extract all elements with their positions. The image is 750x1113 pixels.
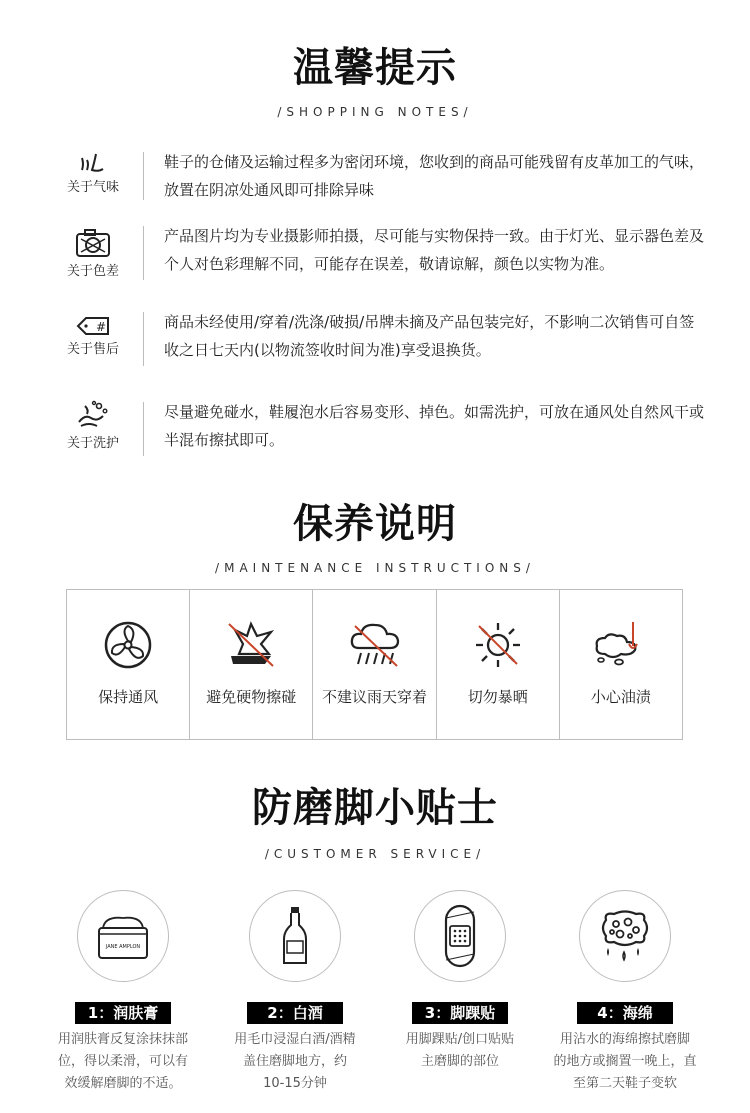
bottle-icon <box>280 905 310 967</box>
note-text: 产品图片均为专业摄影师拍摄，尽可能与实物保持一致。由于灯光、显示器色差及个人对色彩理解不同，可能存在误差，敬请谅解，颜色以实物为准。 <box>164 227 705 273</box>
maintenance-label: 不建议雨天穿着 <box>322 688 428 706</box>
notes-subtitle: /SHOPPING NOTES/ <box>277 105 473 119</box>
note-label: 关于洗护 <box>66 436 119 451</box>
tip-liquor <box>220 890 370 1095</box>
note-label: 关于气味 <box>66 180 119 195</box>
tip-cream <box>48 890 198 1095</box>
fan-icon <box>103 620 153 670</box>
tip-sponge <box>550 890 700 1095</box>
tips-subtitle: /CUSTOMER SERVICE/ <box>264 847 486 861</box>
note-text: 尽量避免碰水，鞋履泡水后容易变形、掉色。如需洗护，可放在通风处自然风干或半混布擦拭即可。 <box>164 403 705 449</box>
tip-label: 3：脚踝贴 <box>412 1002 508 1024</box>
tips-title: 防磨脚小贴士 <box>252 785 498 831</box>
oil-stain-icon <box>593 620 649 668</box>
notes-title: 温馨提示 <box>293 45 457 91</box>
maintenance-item <box>560 590 682 739</box>
maintenance-item <box>437 590 560 739</box>
note-label: 关于色差 <box>66 264 119 279</box>
sponge-icon <box>598 910 652 962</box>
maintenance-grid <box>66 589 683 740</box>
maintenance-label: 保持通风 <box>98 688 159 706</box>
note-text: 商品未经使用/穿着/洗涤/破损/吊牌未摘及产品包装完好，不影响二次销售可自签收之日七天内(以物流签收时间为准)享受退换货。 <box>164 313 695 359</box>
wash-icon <box>75 400 111 430</box>
svg-text:#: # <box>96 320 107 334</box>
camera-icon <box>75 228 111 258</box>
tip-desc: 用沾水的海绵擦拭磨脚 的地方或搁置一晚上，直 至第二天鞋子变软 <box>553 1032 697 1091</box>
bandage-icon <box>443 904 477 968</box>
tip-label: 1：润肤膏 <box>75 1002 171 1024</box>
note-label: 关于售后 <box>66 342 119 357</box>
no-sun-icon <box>473 620 523 670</box>
tip-desc: 用润肤膏反复涂抹抹部 位，得以柔滑，可以有 效缓解磨脚的不适。 <box>57 1032 188 1091</box>
tag-icon <box>76 316 110 336</box>
maintenance-label: 小心油渍 <box>590 688 651 706</box>
tip-bandage <box>385 890 535 1073</box>
maintenance-title: 保养说明 <box>293 501 457 547</box>
maintenance-subtitle: /MAINTENANCE INSTRUCTIONS/ <box>215 561 535 575</box>
smell-icon <box>76 150 110 174</box>
maintenance-label: 切勿暴晒 <box>467 688 528 706</box>
no-rain-icon <box>347 620 403 668</box>
note-text: 鞋子的仓储及运输过程多为密闭环境，您收到的商品可能残留有皮革加工的气味，放置在阴凉处通风即可排除异味 <box>164 153 705 199</box>
maintenance-item <box>67 590 190 739</box>
maintenance-label: 避免硬物擦碰 <box>206 688 297 706</box>
maintenance-item <box>313 590 436 739</box>
tip-label: 4：海绵 <box>577 1002 673 1024</box>
no-hard-object-icon <box>225 620 277 668</box>
cream-jar-icon <box>95 910 151 962</box>
tip-desc: 用脚踝贴/创口贴贴 主磨脚的部位 <box>405 1032 515 1069</box>
maintenance-item <box>190 590 313 739</box>
tip-label: 2：白酒 <box>247 1002 343 1024</box>
jar-text: JANE AMPLON <box>105 944 141 950</box>
tip-desc: 用毛巾浸湿白酒/酒精 盖住磨脚地方，约 10-15分钟 <box>234 1032 356 1091</box>
